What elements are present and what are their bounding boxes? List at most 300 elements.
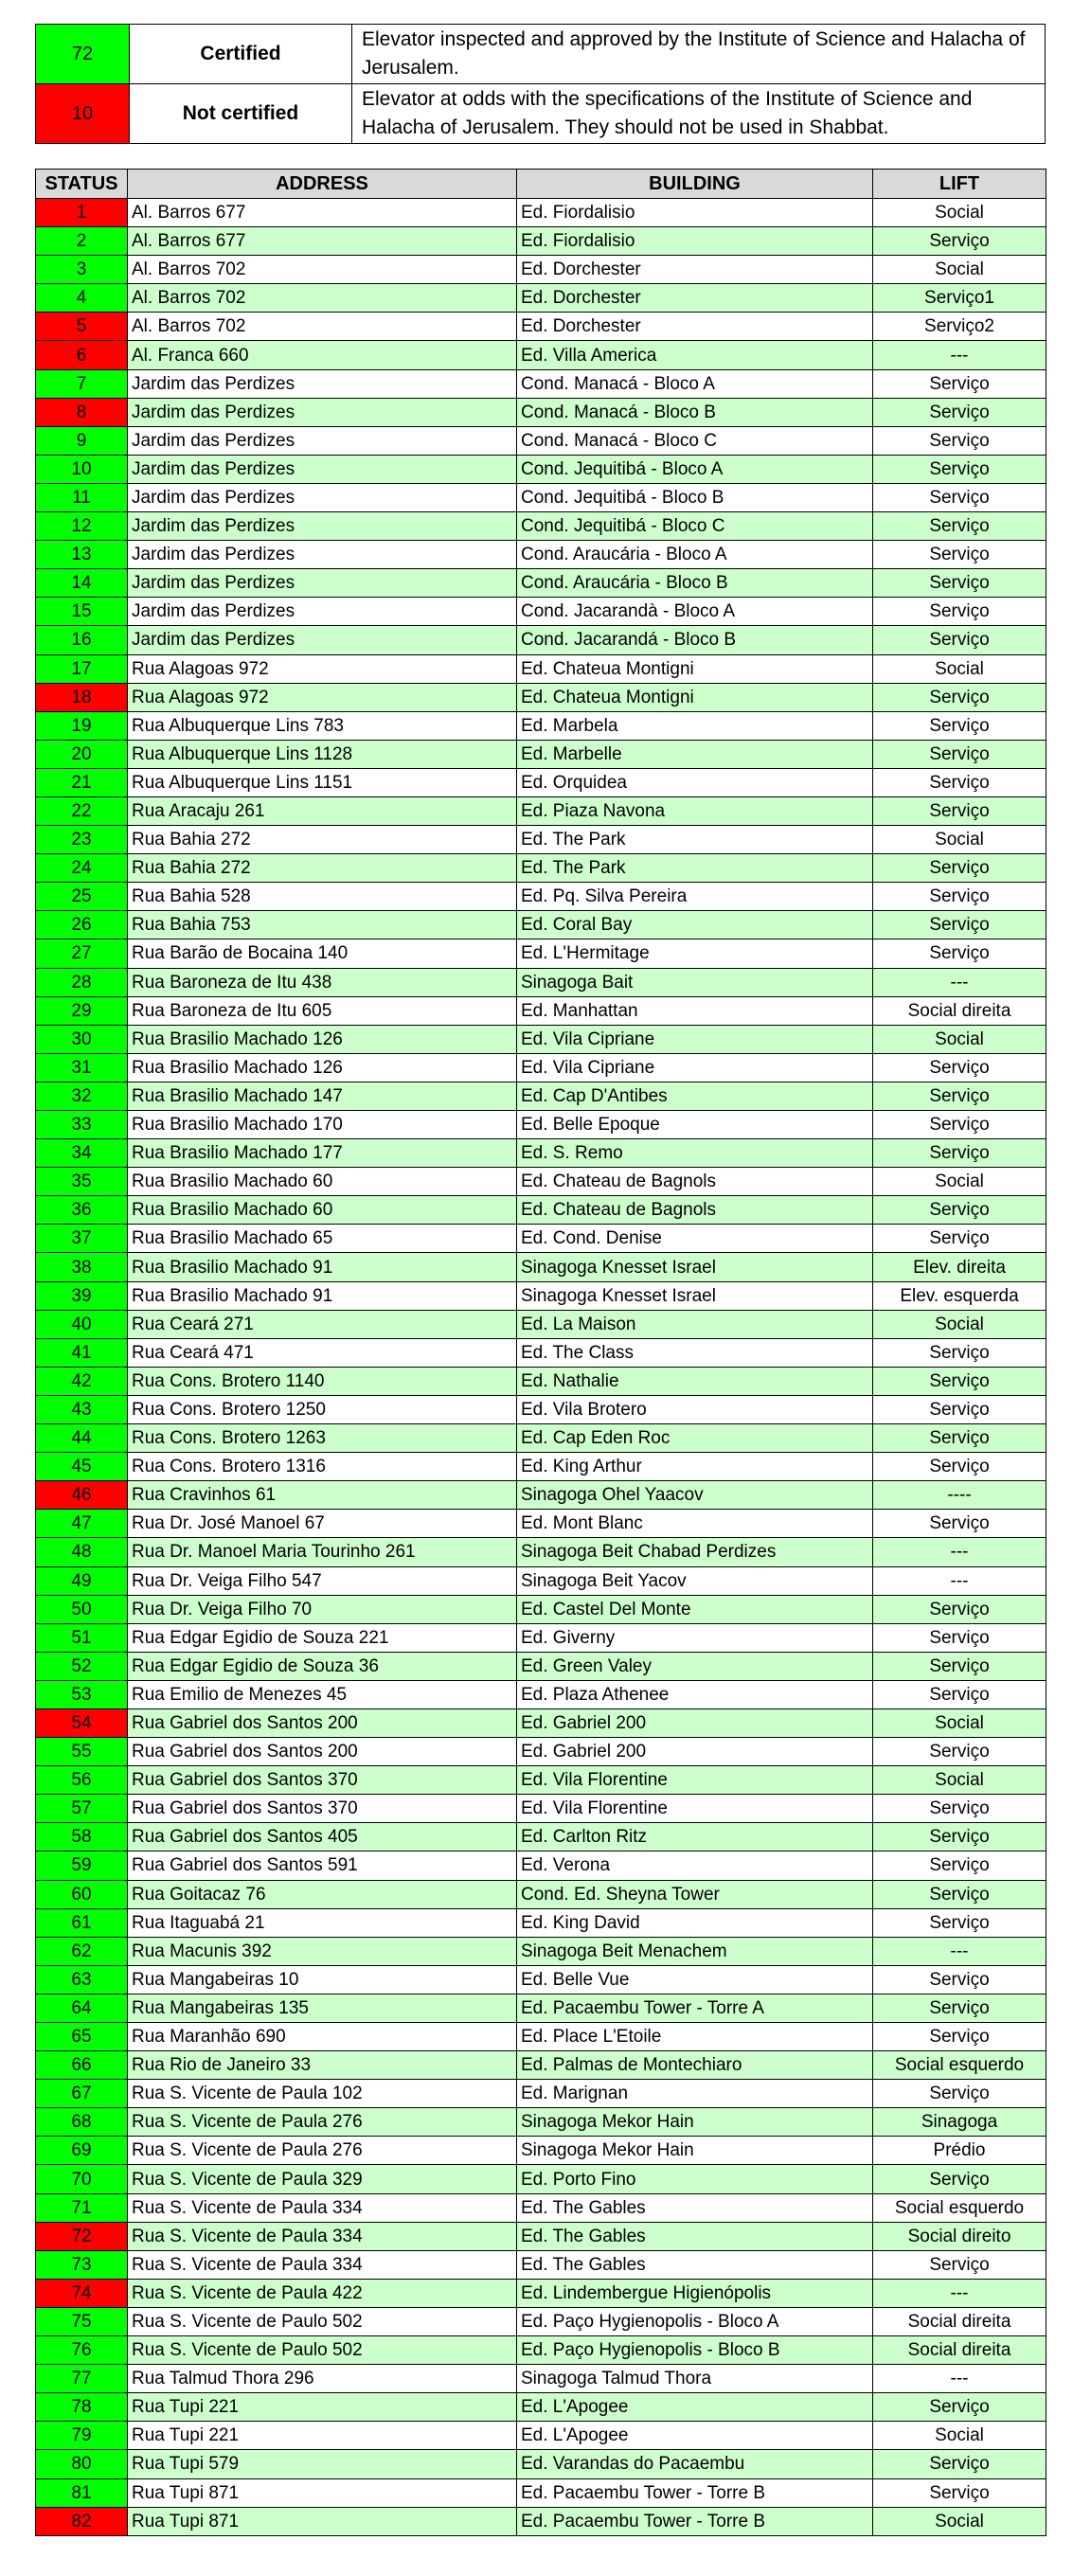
header-building: BUILDING [517,170,873,199]
building-cell: Ed. Cap Eden Roc [517,1424,873,1453]
building-cell: Ed. Lindembergue Higienópolis [517,2279,873,2307]
lift-cell: Serviço [873,1880,1046,1908]
lift-cell: Serviço [873,1424,1046,1453]
legend-row-not-certified [36,84,1046,144]
table-row [36,854,1046,883]
status-cell: 26 [36,911,128,939]
address-cell: Rua Mangabeiras 135 [128,1994,517,2022]
building-cell: Ed. Pq. Silva Pereira [517,883,873,911]
status-cell: 51 [36,1623,128,1652]
lift-cell: Serviço [873,1823,1046,1852]
building-cell: Cond. Ed. Sheyna Tower [517,1880,873,1908]
building-cell: Ed. Belle Vue [517,1965,873,1994]
address-cell: Jardim das Perdizes [128,626,517,654]
building-cell: Ed. Fiordalisio [517,199,873,227]
address-cell: Rua S. Vicente de Paula 422 [128,2279,517,2307]
status-cell: 12 [36,512,128,541]
address-cell: Rua Cons. Brotero 1316 [128,1453,517,1481]
lift-cell: Serviço [873,1367,1046,1395]
status-cell: 79 [36,2422,128,2450]
status-cell: 52 [36,1652,128,1680]
table-row [36,1196,1046,1225]
building-cell: Sinagoga Ohel Yaacov [517,1481,873,1510]
address-cell: Jardim das Perdizes [128,483,517,511]
status-cell: 69 [36,2137,128,2165]
lift-cell: Serviço [873,1053,1046,1082]
status-cell: 58 [36,1823,128,1852]
address-cell: Rua Rio de Janeiro 33 [128,2051,517,2080]
legend-description-certified: Elevator inspected and approved by the Institute of Science and Halacha of Jerusalem. [352,25,1046,84]
table-row [36,1225,1046,1253]
lift-cell: Social [873,1310,1046,1338]
status-cell: 43 [36,1395,128,1423]
table-row [36,1823,1046,1852]
lift-cell: Serviço [873,2250,1046,2279]
address-cell: Rua Cons. Brotero 1250 [128,1395,517,1423]
table-row [36,1652,1046,1680]
building-cell: Ed. The Park [517,854,873,883]
building-cell: Ed. The Park [517,826,873,854]
table-row [36,826,1046,854]
lift-cell: Serviço [873,1623,1046,1652]
lift-cell: --- [873,968,1046,996]
building-cell: Ed. Pacaembu Tower - Torre B [517,2507,873,2535]
lift-cell: Serviço [873,1139,1046,1168]
table-row [36,1082,1046,1110]
building-cell: Ed. Nathalie [517,1367,873,1395]
building-cell: Ed. Marbela [517,711,873,740]
address-cell: Rua Barão de Bocaina 140 [128,939,517,968]
address-cell: Rua Tupi 221 [128,2393,517,2422]
status-cell: 64 [36,1994,128,2022]
lift-cell: Serviço [873,939,1046,968]
table-row [36,2393,1046,2422]
building-cell: Ed. Vila Cipriane [517,1053,873,1082]
address-cell: Rua Cons. Brotero 1140 [128,1367,517,1395]
status-cell: 60 [36,1880,128,1908]
lift-cell: Serviço [873,626,1046,654]
building-cell: Ed. Green Valey [517,1652,873,1680]
building-cell: Sinagoga Beit Chabad Perdizes [517,1538,873,1566]
address-cell: Rua Brasilio Machado 170 [128,1111,517,1139]
building-cell: Ed. Porto Fino [517,2165,873,2193]
table-row [36,569,1046,598]
address-cell: Rua S. Vicente de Paulo 502 [128,2307,517,2335]
building-cell: Ed. L'Apogee [517,2393,873,2422]
address-cell: Al. Franca 660 [128,341,517,369]
address-cell: Rua Brasilio Machado 60 [128,1196,517,1225]
building-cell: Ed. Paço Hygienopolis - Bloco A [517,2307,873,2335]
building-cell: Cond. Jacarandà - Bloco A [517,598,873,626]
address-cell: Rua Dr. Veiga Filho 70 [128,1595,517,1623]
table-row [36,1880,1046,1908]
address-cell: Rua Bahia 272 [128,826,517,854]
status-cell: 37 [36,1225,128,1253]
table-row [36,1424,1046,1453]
table-row [36,1025,1046,1053]
building-cell: Ed. King Arthur [517,1453,873,1481]
address-cell: Rua Brasilio Machado 177 [128,1139,517,1168]
status-cell: 73 [36,2250,128,2279]
address-cell: Rua Tupi 221 [128,2422,517,2450]
lift-cell: Serviço [873,512,1046,541]
building-cell: Ed. Vila Brotero [517,1395,873,1423]
building-cell: Ed. Chateua Montigni [517,654,873,683]
lift-cell: --- [873,1538,1046,1566]
lift-cell: ---- [873,1481,1046,1510]
address-cell: Rua Tupi 871 [128,2507,517,2535]
table-row [36,199,1046,227]
status-cell: 57 [36,1795,128,1823]
address-cell: Jardim das Perdizes [128,398,517,426]
status-cell: 61 [36,1908,128,1937]
table-row [36,1937,1046,1965]
lift-cell: Social direita [873,996,1046,1025]
table-row [36,284,1046,313]
building-cell: Ed. The Gables [517,2222,873,2250]
lift-cell: Serviço [873,483,1046,511]
address-cell: Jardim das Perdizes [128,426,517,455]
address-cell: Rua Edgar Egidio de Souza 221 [128,1623,517,1652]
status-cell: 63 [36,1965,128,1994]
lift-cell: Social [873,1168,1046,1196]
address-cell: Rua Alagoas 972 [128,654,517,683]
status-cell: 33 [36,1111,128,1139]
building-cell: Ed. Carlton Ritz [517,1823,873,1852]
address-cell: Rua Ceará 271 [128,1310,517,1338]
building-cell: Ed. Manhattan [517,996,873,1025]
status-cell: 65 [36,2023,128,2051]
address-cell: Rua Dr. Manoel Maria Tourinho 261 [128,1538,517,1566]
table-row [36,654,1046,683]
table-row [36,968,1046,996]
status-cell: 24 [36,854,128,883]
table-row [36,2365,1046,2393]
status-cell: 23 [36,826,128,854]
table-header-row [36,170,1046,199]
table-row [36,2279,1046,2307]
address-cell: Rua S. Vicente de Paulo 502 [128,2336,517,2365]
lift-cell: --- [873,1937,1046,1965]
table-row [36,2478,1046,2507]
address-cell: Rua Brasilio Machado 147 [128,1082,517,1110]
status-cell: 32 [36,1082,128,1110]
address-cell: Rua Cons. Brotero 1263 [128,1424,517,1453]
status-cell: 68 [36,2108,128,2137]
status-cell: 67 [36,2080,128,2108]
lift-cell: Serviço [873,1510,1046,1538]
lift-cell: Serviço [873,2478,1046,2507]
table-row [36,626,1046,654]
status-cell: 22 [36,796,128,825]
table-row [36,2336,1046,2365]
table-row [36,2507,1046,2535]
table-row [36,1367,1046,1395]
address-cell: Rua Dr. José Manoel 67 [128,1510,517,1538]
building-cell: Ed. Dorchester [517,313,873,341]
building-cell: Ed. S. Remo [517,1139,873,1168]
table-row [36,1908,1046,1937]
building-cell: Cond. Manacá - Bloco C [517,426,873,455]
building-cell: Ed. Palmas de Montechiaro [517,2051,873,2080]
table-row [36,1281,1046,1310]
lift-cell: Serviço [873,911,1046,939]
address-cell: Jardim das Perdizes [128,512,517,541]
table-row [36,1795,1046,1823]
table-row [36,1395,1046,1423]
table-row [36,740,1046,768]
lift-cell: Serviço [873,455,1046,483]
lift-cell: --- [873,341,1046,369]
table-row [36,768,1046,796]
address-cell: Rua Bahia 528 [128,883,517,911]
status-cell: 2 [36,227,128,256]
address-cell: Rua Itaguabá 21 [128,1908,517,1937]
legend-label-certified: Certified [130,25,352,84]
table-row [36,1852,1046,1880]
building-cell: Ed. Dorchester [517,256,873,284]
lift-cell: Social direito [873,2222,1046,2250]
table-row [36,256,1046,284]
table-row [36,2193,1046,2222]
building-cell: Cond. Manacá - Bloco A [517,369,873,398]
lift-cell: --- [873,2279,1046,2307]
lift-cell: Serviço [873,1225,1046,1253]
table-row [36,1168,1046,1196]
lift-cell: Social direita [873,2307,1046,2335]
lift-cell: Social [873,2507,1046,2535]
legend-count-not-certified: 10 [36,84,130,144]
address-cell: Rua S. Vicente de Paula 102 [128,2080,517,2108]
address-cell: Rua Emilio de Menezes 45 [128,1680,517,1708]
address-cell: Rua Gabriel dos Santos 405 [128,1823,517,1852]
lifts-table [35,169,1046,2536]
legend-description-not-certified: Elevator at odds with the specifications of the Institute of Science and Halacha of Jerusalem. They should not be used in Shabbat. [352,84,1046,144]
status-cell: 74 [36,2279,128,2307]
table-row [36,883,1046,911]
table-row [36,2250,1046,2279]
building-cell: Ed. Marignan [517,2080,873,2108]
address-cell: Rua Brasilio Machado 126 [128,1053,517,1082]
lift-cell: Social [873,199,1046,227]
lift-cell: Serviço [873,541,1046,569]
table-row [36,911,1046,939]
status-cell: 80 [36,2450,128,2478]
building-cell: Ed. Cond. Denise [517,1225,873,1253]
status-cell: 45 [36,1453,128,1481]
lift-cell: Social [873,1025,1046,1053]
address-cell: Rua Macunis 392 [128,1937,517,1965]
table-row [36,483,1046,511]
address-cell: Rua Gabriel dos Santos 200 [128,1738,517,1766]
building-cell: Cond. Manacá - Bloco B [517,398,873,426]
status-cell: 39 [36,1281,128,1310]
building-cell: Ed. The Gables [517,2250,873,2279]
address-cell: Rua S. Vicente de Paula 276 [128,2137,517,2165]
table-row [36,1338,1046,1367]
table-row [36,341,1046,369]
table-row [36,1310,1046,1338]
address-cell: Rua Gabriel dos Santos 370 [128,1766,517,1795]
address-cell: Rua Baroneza de Itu 438 [128,968,517,996]
table-row [36,939,1046,968]
building-cell: Ed. L'Hermitage [517,939,873,968]
lift-cell: Social esquerdo [873,2193,1046,2222]
address-cell: Rua S. Vicente de Paula 334 [128,2193,517,2222]
table-body [36,199,1046,2536]
lift-cell: Serviço [873,426,1046,455]
building-cell: Ed. Coral Bay [517,911,873,939]
building-cell: Sinagoga Bait [517,968,873,996]
building-cell: Ed. Castel Del Monte [517,1595,873,1623]
address-cell: Al. Barros 702 [128,313,517,341]
lift-cell: Serviço [873,683,1046,711]
building-cell: Ed. Mont Blanc [517,1510,873,1538]
status-cell: 21 [36,768,128,796]
status-cell: 41 [36,1338,128,1367]
building-cell: Ed. Place L'Etoile [517,2023,873,2051]
table-row [36,2108,1046,2137]
table-row [36,683,1046,711]
status-cell: 75 [36,2307,128,2335]
building-cell: Ed. King David [517,1908,873,1937]
address-cell: Rua S. Vicente de Paula 334 [128,2250,517,2279]
status-cell: 82 [36,2507,128,2535]
building-cell: Ed. Dorchester [517,284,873,313]
table-row [36,2080,1046,2108]
address-cell: Al. Barros 702 [128,256,517,284]
building-cell: Cond. Araucária - Bloco B [517,569,873,598]
header-lift: LIFT [873,170,1046,199]
table-row [36,1453,1046,1481]
lift-cell: Serviço [873,2023,1046,2051]
lift-cell: Serviço [873,1082,1046,1110]
lift-cell: Social [873,1766,1046,1795]
table-row [36,2450,1046,2478]
lift-cell: Serviço [873,1111,1046,1139]
status-cell: 25 [36,883,128,911]
address-cell: Rua Dr. Veiga Filho 547 [128,1566,517,1595]
address-cell: Jardim das Perdizes [128,455,517,483]
status-cell: 40 [36,1310,128,1338]
building-cell: Sinagoga Mekor Hain [517,2108,873,2137]
status-cell: 9 [36,426,128,455]
lift-cell: Social [873,654,1046,683]
address-cell: Rua Albuquerque Lins 1151 [128,768,517,796]
building-cell: Sinagoga Beit Menachem [517,1937,873,1965]
building-cell: Ed. Cap D'Antibes [517,1082,873,1110]
status-cell: 35 [36,1168,128,1196]
address-cell: Rua Bahia 753 [128,911,517,939]
building-cell: Ed. Fiordalisio [517,227,873,256]
status-cell: 15 [36,598,128,626]
table-row [36,541,1046,569]
status-cell: 47 [36,1510,128,1538]
building-cell: Ed. Paço Hygienopolis - Bloco B [517,2336,873,2365]
table-row [36,1738,1046,1766]
status-cell: 44 [36,1424,128,1453]
building-cell: Ed. Plaza Athenee [517,1680,873,1708]
lift-cell: Social [873,826,1046,854]
address-cell: Rua Mangabeiras 10 [128,1965,517,1994]
status-cell: 66 [36,2051,128,2080]
lift-cell: Serviço [873,2080,1046,2108]
address-cell: Rua Talmud Thora 296 [128,2365,517,2393]
address-cell: Rua Edgar Egidio de Souza 36 [128,1652,517,1680]
building-cell: Ed. Verona [517,1852,873,1880]
status-cell: 53 [36,1680,128,1708]
lift-cell: Serviço [873,1595,1046,1623]
status-cell: 72 [36,2222,128,2250]
address-cell: Rua S. Vicente de Paula 329 [128,2165,517,2193]
status-cell: 6 [36,341,128,369]
status-cell: 14 [36,569,128,598]
address-cell: Al. Barros 702 [128,284,517,313]
table-row [36,1965,1046,1994]
table-row [36,996,1046,1025]
lift-cell: Serviço [873,1453,1046,1481]
status-cell: 49 [36,1566,128,1595]
status-cell: 17 [36,654,128,683]
lift-cell: Serviço [873,1965,1046,1994]
address-cell: Rua Brasilio Machado 91 [128,1281,517,1310]
table-row [36,1595,1046,1623]
table-row [36,512,1046,541]
lift-cell: Serviço [873,227,1046,256]
table-row [36,1680,1046,1708]
status-cell: 4 [36,284,128,313]
table-row [36,1566,1046,1595]
address-cell: Rua Goitacaz 76 [128,1880,517,1908]
building-cell: Cond. Araucária - Bloco A [517,541,873,569]
address-cell: Rua S. Vicente de Paula 334 [128,2222,517,2250]
status-cell: 16 [36,626,128,654]
table-row [36,1623,1046,1652]
lift-cell: Serviço [873,1908,1046,1937]
table-row [36,2165,1046,2193]
status-cell: 50 [36,1595,128,1623]
address-cell: Rua Alagoas 972 [128,683,517,711]
lift-cell: Serviço [873,1338,1046,1367]
status-cell: 8 [36,398,128,426]
lift-cell: --- [873,1566,1046,1595]
status-cell: 38 [36,1253,128,1281]
status-cell: 30 [36,1025,128,1053]
lift-cell: Serviço [873,854,1046,883]
legend-label-not-certified: Not certified [130,84,352,144]
lift-cell: Social direita [873,2336,1046,2365]
address-cell: Rua Maranhão 690 [128,2023,517,2051]
address-cell: Rua Albuquerque Lins 1128 [128,740,517,768]
lift-cell: Serviço [873,1852,1046,1880]
header-address: ADDRESS [128,170,517,199]
address-cell: Jardim das Perdizes [128,598,517,626]
address-cell: Rua Baroneza de Itu 605 [128,996,517,1025]
building-cell: Sinagoga Knesset Israel [517,1253,873,1281]
address-cell: Rua S. Vicente de Paula 276 [128,2108,517,2137]
lift-cell: Serviço [873,1738,1046,1766]
table-row [36,2051,1046,2080]
status-cell: 78 [36,2393,128,2422]
header-status: STATUS [36,170,128,199]
table-row [36,1053,1046,1082]
status-cell: 29 [36,996,128,1025]
status-cell: 36 [36,1196,128,1225]
table-row [36,2222,1046,2250]
table-row [36,1139,1046,1168]
lift-cell: Serviço [873,1994,1046,2022]
lift-cell: Prédio [873,2137,1046,2165]
